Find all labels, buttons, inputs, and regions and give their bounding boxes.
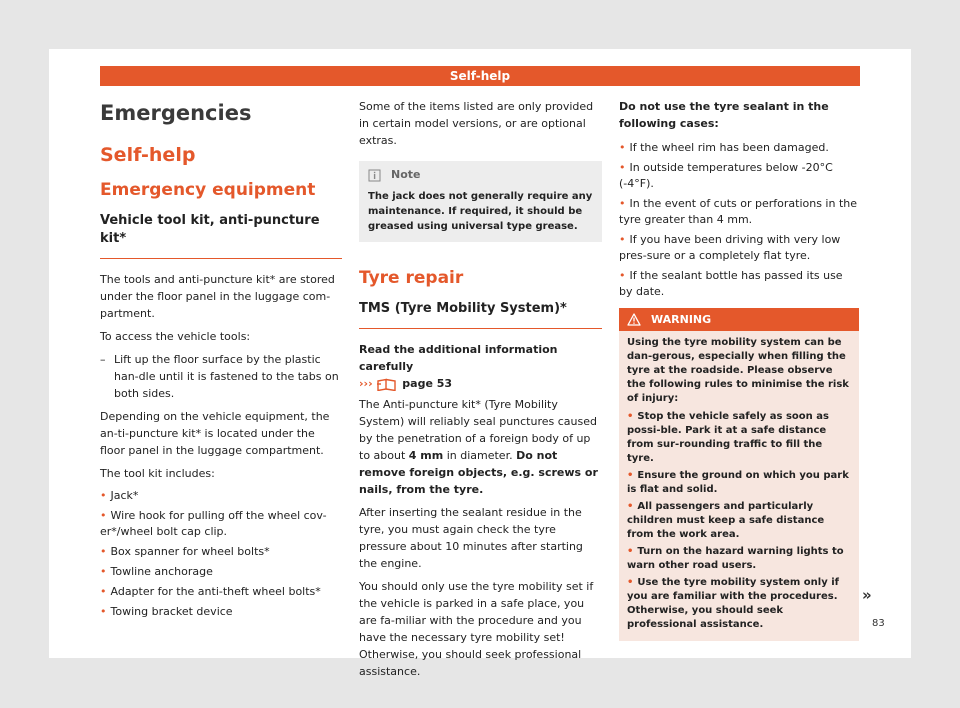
list-item: • If you have been driving with very low pres-sure or a completely flat tyre. [619,233,841,262]
warning-text: Using the tyre mobility system can be dan-gerous, especially when filling the tyre at the roadside. Please observe the following rules to minimise the risk of injury: [627,337,849,404]
list-item: • Ensure the ground on which you park is flat and solid. [627,470,849,495]
section-header-bar: Self-help [100,66,860,86]
bullet-icon: • [627,546,634,557]
cross-ref-arrows: ››› [359,377,373,390]
bullet-icon: • [627,577,634,588]
warning-label: WARNING [651,313,712,326]
bullet-icon: • [100,489,107,502]
tool-list [100,488,342,620]
bullet-icon: • [100,565,107,578]
warning-triangle-icon [627,313,641,326]
dash-marker: – [100,353,106,366]
column-middle [359,98,602,686]
list-item: • Turn on the hazard warning lights to warn other road users. [627,546,844,571]
bullet-icon: • [619,269,626,282]
step-text: Lift up the floor surface by the plastic han-dle until it is fastened to the tabs on both sides. [114,353,339,400]
bullet-icon: • [100,509,107,522]
paragraph: Some of the items listed are only provided in certain model versions, or are optional extras. [359,100,594,147]
paragraph: The tools and anti-puncture kit* are stored under the floor panel in the luggage com-partment. [100,273,335,320]
list-item: • If the wheel rim has been damaged. [619,141,829,154]
book-icon [376,378,398,391]
warning-header [619,308,859,331]
info-icon [368,169,381,182]
list-item: • In the event of cuts or perforations in the tyre greater than 4 mm. [619,197,858,226]
note-label: Note [391,168,421,181]
page-number: 83 [872,618,885,629]
column-left [100,98,342,624]
paragraph: The tool kit includes: [100,467,215,480]
list-item: • Wire hook for pulling off the wheel cov-er*/wheel bolt cap clip. [100,509,327,538]
list-item: • Adapter for the anti-theft wheel bolts* [100,585,321,598]
warning-list [627,410,851,632]
bullet-icon: • [619,197,626,210]
paragraph: To access the vehicle tools: [100,330,251,343]
bullet-icon: • [100,605,107,618]
bullet-icon: • [627,501,634,512]
bullet-icon: • [627,470,634,481]
list-item: • All passengers and particularly children must keep a safe distance from the work area. [627,501,825,540]
note-header [368,167,593,183]
page-reference-link[interactable]: page 53 [402,377,453,390]
list-item: • In outside temperatures below -20°C (-4°F). [619,161,833,190]
bullet-icon: • [100,545,107,558]
list-item: • If the sealant bottle has passed its use by date. [619,269,843,298]
bullet-icon: • [627,411,634,422]
bullet-icon: • [619,161,626,174]
note-box [359,161,602,242]
topic-title: TMS (Tyre Mobility System)* [359,300,602,329]
continue-arrow: » [862,586,872,604]
restriction-list [619,140,859,300]
bullet-icon: • [100,585,107,598]
restriction-heading: Do not use the tyre sealant in the following cases: [619,100,829,130]
list-item: • Box spanner for wheel bolts* [100,545,270,558]
note-text: The jack does not generally require any maintenance. If required, it should be greased using universal type grease. [368,191,593,232]
step-item [100,351,342,402]
subsection-title: Emergency equipment [100,180,316,200]
paragraph: The Anti-puncture kit* (Tyre Mobility System) will reliably seal punctures caused by the penetration of a foreign body of up to about 4 mm in diameter. Do not remove foreign objects, e.g. screws or nails, from the tyre. [359,398,598,496]
column-right [619,98,859,641]
section-title: Tyre repair [359,268,464,288]
section-title: Self-help [100,144,196,166]
list-item: • Towline anchorage [100,565,213,578]
topic-title: Vehicle tool kit, anti-puncture kit* [100,212,342,259]
list-item: • Use the tyre mobility system only if you are familiar with the procedures. Otherwise, you should seek professional assistance. [627,577,839,630]
bullet-icon: • [619,233,626,246]
paragraph: You should only use the tyre mobility set if the vehicle is parked in a safe place, you are fa-miliar with the procedure and you have the necessary tyre mobility set! Otherwise, you should seek professional assistance. [359,580,594,678]
read-info-line: Read the additional information carefully ››› page 53 [359,343,558,390]
warning-body [619,331,859,641]
list-item: • Towing bracket device [100,605,233,618]
list-item: • Stop the vehicle safely as soon as possi-ble. Park it at a safe distance from sur-rounding traffic to fill the tyre. [627,411,829,464]
warning-box [619,308,859,641]
bullet-icon: • [619,141,626,154]
chapter-title: Emergencies [100,101,252,125]
list-item: • Jack* [100,489,139,502]
paragraph: After inserting the sealant residue in the tyre, you must again check the tyre pressure about 10 minutes after starting the engine. [359,506,583,570]
paragraph: Depending on the vehicle equipment, the an-ti-puncture kit* is located under the floor panel in the luggage compartment. [100,410,330,457]
